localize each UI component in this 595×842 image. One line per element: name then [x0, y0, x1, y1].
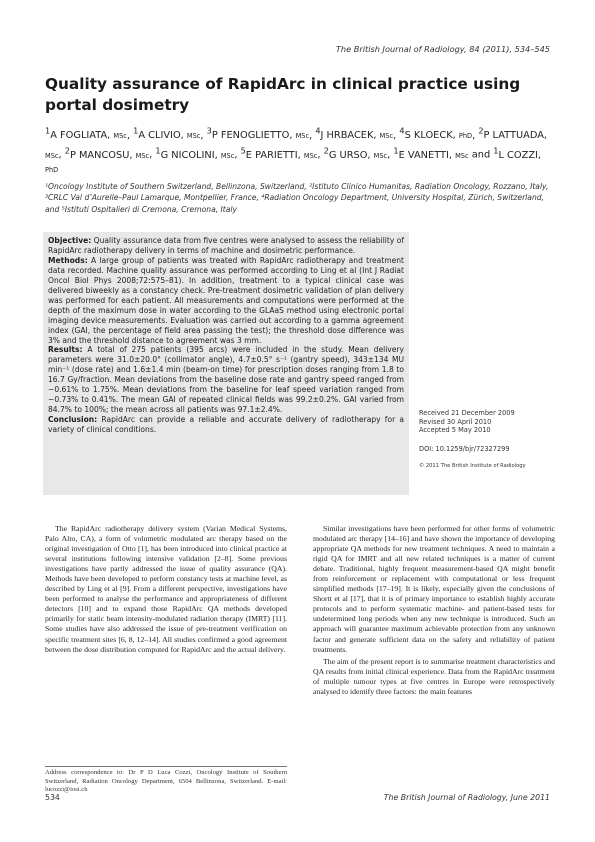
correspondence-footnote: Address correspondence to: Dr P D Luca Cozzi, Oncology Institute of Southern Switzerland, Radiation Oncology Department, 6504 Bellinzona, Switzerland. E-mail: lucozzi@iosi.ch — [45, 769, 287, 794]
results-text: A total of 275 patients (395 arcs) were included in the study. Mean delivery parameters were 31.0±20.0° (collimator angle), 4.7±0.5° s⁻¹ (gantry speed), 343±134 MU min⁻¹ (dose rate) and 1.6±1.4 min (beam-on time) for prescription doses ranging from 1.8 to 16.7 Gy/fraction. Mean deviations from the baseline dose rate and gantry speed ranged from −0.61% to 1.75%. Mean deviations from the baseline for leaf speed variation ranged from −0.73% to 0.41%. The mean GAI of repeated clinical fields was 99.2±0.2%. GAI varied from 84.7% to 100%; the mean across all patients was 97.1±2.4%. — [48, 345, 404, 415]
author-degree: MSc — [45, 151, 59, 160]
author-name: P LATTUADA, — [483, 130, 548, 142]
affiliation-marker: 4 — [399, 126, 405, 136]
copyright: © 2011 The British Institute of Radiology — [419, 463, 526, 470]
affiliation-marker: 1 — [133, 126, 139, 136]
author-entry — [393, 145, 469, 161]
affiliation-marker: 3 — [206, 126, 212, 136]
revised-date: Revised 30 April 2010 — [419, 417, 492, 426]
author-degree: MSc — [455, 151, 469, 160]
author-list: $^1$A FOGLIATA, MSc, $^1$A CLIVIO, MSc, $^3$P FENOGLIETTO, MSc, $^4$J HRBACEK, MSc, $^4$S KLOECK, PhD, $^2$P LATTUADA, MSc, $^2$P MANCOSU, MSc, $^1$G NICOLINI, MSc, $^5$E PARIETTI, MSc, $^2$G URSO, MSc, $^1$E VANETTI, MSc and $^1$L COZZI, PhD — [45, 126, 548, 174]
author-entry — [133, 126, 201, 142]
author-degree: PhD — [45, 165, 59, 174]
footer-journal: The British Journal of Radiology, June 2011 — [383, 793, 550, 802]
methods-label: Methods: — [48, 255, 88, 265]
body-paragraph: Similar investigations have been performed for other forms of volumetric modulated arc therapy [14–16] and have shown the importance of developing appropriate QA methods for new treatment techniques. A need to maintain a rigid QA for IMRT and all new related techniques is a matter of current debate. Traditional, highly frequent measurement-based QA might benefit from reinforcement or replacement with computational or less frequent simplified methods [17–19]. It is likely, especially given the conclusions of Shortt et al [17], that it is of primary importance to establish highly accurate protocols and to perform systematic machine- and patient-based tests for undetermined long periods when any new technique is introduced. Such an approach will guarantee maximum achievable protection from any unknown factor and generate sufficient data on the safety and reliability of patient treatments. — [313, 524, 555, 654]
affiliation-marker: 2 — [478, 126, 484, 136]
objective-text: Quality assurance data from five centres were analysed to assess the reliability of RapidArc radiotherapy delivery in terms of machine and dosimetric performance. — [48, 236, 404, 255]
author-degree: MSc — [295, 132, 310, 141]
body-column-right — [313, 524, 555, 699]
author-name: L COZZI, — [498, 149, 542, 161]
paper-title: Quality assurance of RapidArc in clinical practice using portal dosimetry — [45, 75, 521, 114]
author-degree: MSc — [220, 151, 235, 160]
page-number: 534 — [45, 793, 60, 802]
author-entry — [399, 126, 473, 142]
affiliation-marker: 1 — [493, 145, 499, 156]
author-conjunction: and — [471, 149, 494, 161]
author-degree: MSc — [135, 151, 150, 160]
author-degree: PhD — [458, 132, 473, 141]
author-name: S KLOECK, — [404, 130, 459, 142]
author-name: A FOGLIATA, — [50, 130, 114, 142]
author-name: A CLIVIO, — [138, 130, 187, 142]
journal-header: The British Journal of Radiology, 84 (2011), 534–545 — [335, 44, 550, 54]
conclusion-label: Conclusion: — [48, 415, 98, 425]
author-entry — [64, 145, 150, 161]
results-label: Results: — [48, 345, 83, 355]
author-name: E VANETTI, — [398, 149, 456, 161]
affiliation-marker: 1 — [155, 145, 161, 156]
author-degree: MSc — [379, 132, 394, 141]
author-entry — [155, 145, 235, 161]
author-name: P FENOGLIETTO, — [211, 130, 296, 142]
affiliation-marker: 5 — [240, 145, 246, 156]
received-date: Received 21 December 2009 — [419, 409, 515, 417]
author-entry — [45, 126, 127, 142]
author-name: E PARIETTI, — [245, 149, 304, 161]
author-entry — [323, 145, 388, 161]
article-meta — [419, 409, 559, 471]
author-degree: MSc — [373, 151, 388, 160]
affiliation-marker: 2 — [64, 145, 70, 156]
objective-label: Objective: — [48, 236, 92, 245]
author-name: P MANCOSU, — [69, 149, 136, 161]
doi[interactable]: DOI: 10.1259/bjr/72327299 — [419, 444, 510, 453]
author-entry — [315, 126, 394, 142]
accepted-date: Accepted 5 May 2010 — [419, 426, 491, 435]
affiliation-marker: 1 — [45, 126, 51, 136]
affiliation-marker: 1 — [393, 145, 399, 156]
author-entry — [240, 145, 318, 161]
author-name: G NICOLINI, — [160, 149, 221, 161]
body-column-left: The RapidArc radiotherapy delivery system (Varian Medical Systems, Palo Alto, CA), a form of volumetric modulated arc therapy based on the original investigation of Otto [1], has been introduced into clinical practice at several institutions following intensive validation [2–8]. Some previous investigations have partly addressed the issue of quality assurance (QA). Methods have been developed to perform constancy tests at machine level, as described by Ling et al [9]. From a different perspective, investigations have been performed to analyse the performance and appropriateness of different detectors [10] and to expand those RapidArc QA methods developed primarily for static beam intensity-modulated radiation therapy (IMRT) [11]. Some studies have also addressed the issue of pre-treatment verification on specific treatment sites [6, 8, 12–14]. All studies confirmed a good agreement between the dose distribution computed for RapidArc and the actual delivery. — [45, 524, 287, 654]
affiliation-marker: 4 — [315, 126, 321, 136]
author-degree: MSc — [113, 132, 127, 141]
methods-text: A large group of patients was treated with RapidArc radiotherapy and treatment data recorded. Machine quality assurance was performed according to Ling et al (Int J Radiat Oncol Biol Phys 2008;72:575–81). In addition, treatment to a typical clinical case was delivered biweekly as a constancy check. Pre-treatment dosimetric validation of plan delivery was performed for each patient. All measurements and computations were performed at the depth of the maximum dose in water according to the GLAaS method using electronic portal imaging device measurements. Evaluation was carried out according to a gamma agreement index (GAI, the percentage of field area passing the test); the threshold dose difference was 3% and the threshold distance to agreement was 3 mm. — [48, 255, 404, 345]
conclusion-text: RapidArc can provide a reliable and accurate delivery of radiotherapy for a variety of clinical conditions. — [48, 415, 404, 435]
author-degree: MSc — [303, 151, 318, 160]
footnote-divider — [45, 766, 287, 767]
abstract — [48, 236, 404, 435]
author-degree: MSc — [186, 132, 201, 141]
body-paragraph: The aim of the present report is to summarise treatment characteristics and QA results from initial clinical experience. Data from the RapidArc treatment of multiple tumour types at five centres in Europe were retrospectively analysed to identify three factors: the main features — [313, 656, 555, 696]
author-entry — [206, 126, 310, 142]
author-name: G URSO, — [328, 149, 374, 161]
affiliations: ¹Oncology Institute of Southern Switzerland, Bellinzona, Switzerland, ²Istituto Clinico Humanitas, Radiation Oncology, Rozzano, Italy, ³CRLC Val d’Aurelle–Paul Lamarque, Montpellier, France, ⁴Radiation Oncology Department, University Hospital, Zürich, Switzerland, and ⁵Istituti Ospitalieri di Cremona, Cremona, Italy — [45, 182, 549, 214]
affiliation-marker: 2 — [323, 145, 329, 156]
author-name: J HRBACEK, — [320, 130, 380, 142]
